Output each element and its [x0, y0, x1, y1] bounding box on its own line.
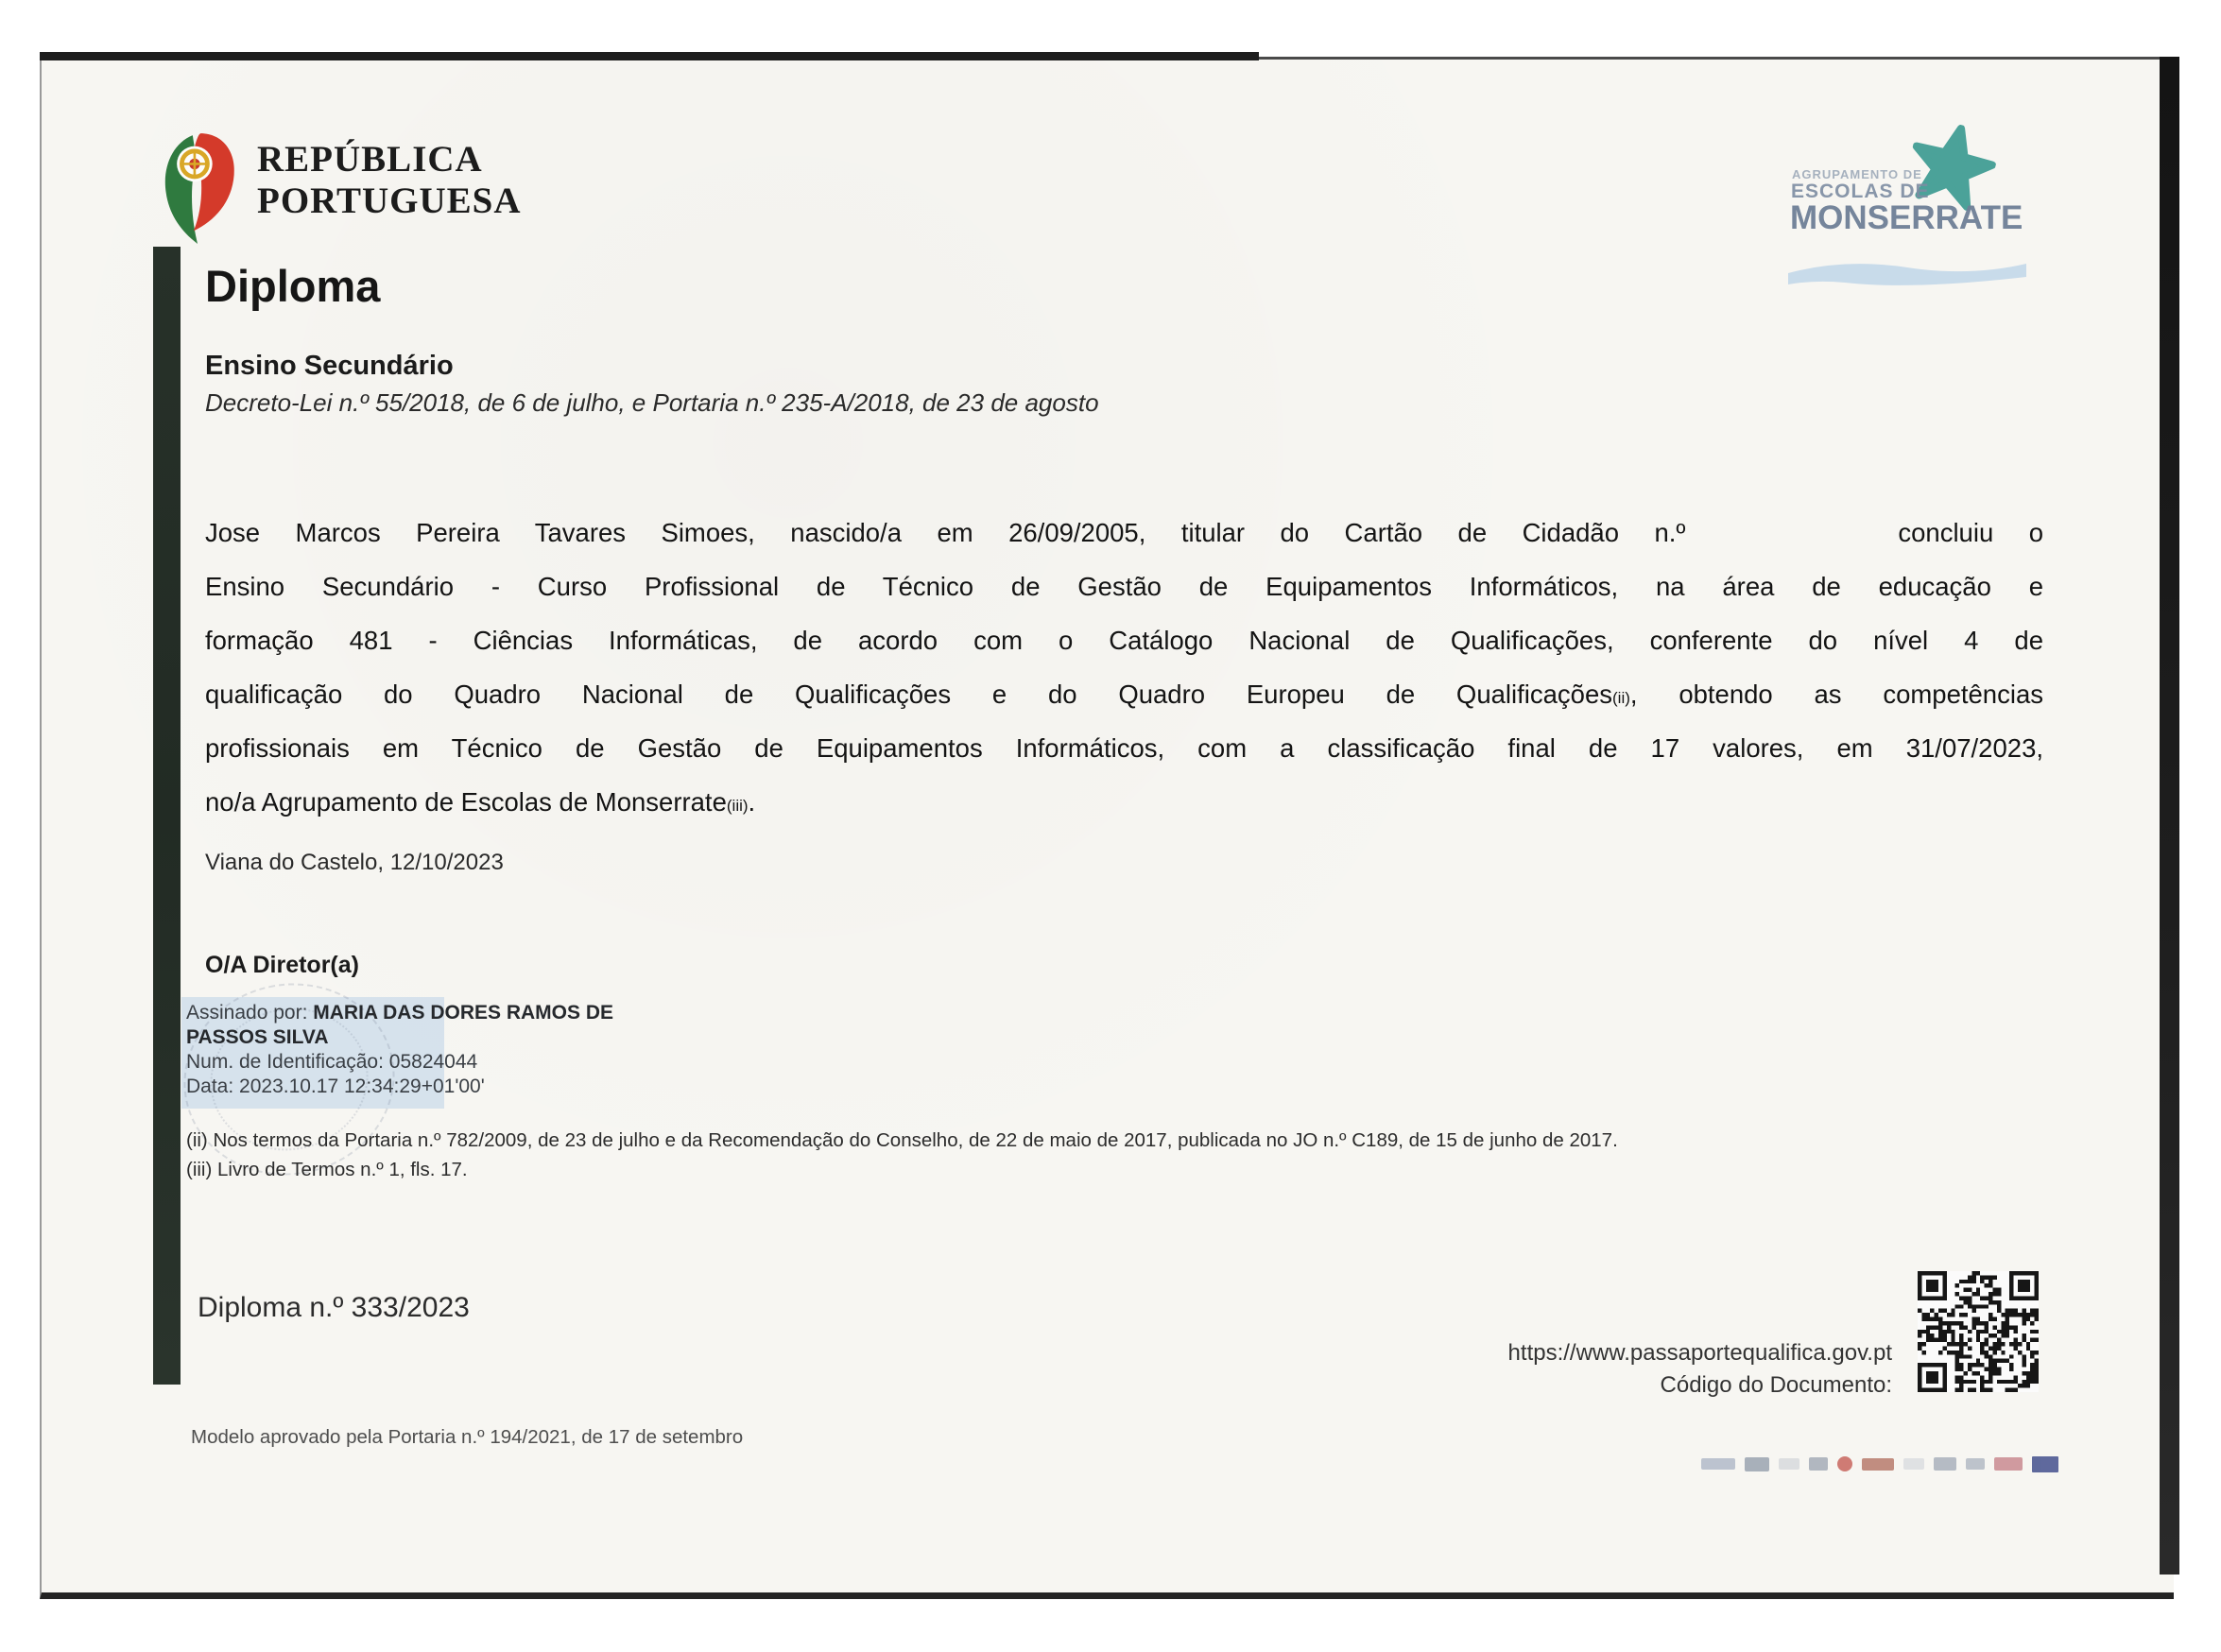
body-line-4: [205, 667, 2043, 721]
scan-right-shadow: [2160, 57, 2179, 1575]
qr-code: [1918, 1271, 2039, 1392]
footnote-iii: (iii) Livro de Termos n.º 1, fls. 17.: [186, 1159, 468, 1180]
signer-name-line1: MARIA DAS DORES RAMOS DE: [313, 1002, 614, 1024]
digital-signature: [186, 1001, 613, 1099]
partner-logo: [1837, 1456, 1852, 1471]
school-logo-line2: ESCOLAS DE: [1791, 181, 1930, 202]
partner-logo: [1966, 1458, 1985, 1470]
partner-logo: [1701, 1458, 1735, 1470]
partner-logo: [1934, 1457, 1956, 1471]
eu-flag-logo: [2032, 1456, 2058, 1472]
school-logo-line1: AGRUPAMENTO DE: [1792, 167, 1922, 181]
body-line-4-end: , obtendo as competências: [1629, 680, 2043, 709]
body-line-1-end: concluiu o: [1898, 518, 2043, 547]
body-line-6: [205, 775, 2043, 829]
portugal-2020-logo: [1994, 1457, 2023, 1471]
footnote-ref-iii: (iii): [726, 797, 749, 815]
body-line-1: [205, 506, 2043, 559]
verification-url: https://www.passaportequalifica.gov.pt: [1507, 1340, 1892, 1366]
partner-logo: [1809, 1457, 1828, 1471]
model-approval-note: Modelo aprovado pela Portaria n.º 194/2021, de 17 de setembro: [191, 1426, 744, 1448]
footnotes: [186, 1126, 1618, 1184]
education-level: Ensino Secundário: [205, 351, 454, 381]
partner-logo: [1903, 1458, 1924, 1470]
body-line-6-end: .: [748, 787, 756, 817]
republic-title: [257, 139, 522, 222]
republic-title-line2: PORTUGUESA: [257, 181, 522, 221]
portugal-republic-logo-icon: [157, 131, 236, 245]
signed-by-label: Assinado por:: [186, 1002, 308, 1024]
diploma-page: [40, 57, 2174, 1599]
body-line-5: profissionais em Técnico de Gestão de Equipamentos Informáticos, com a classificação final de 17 valores, em 31/07/2023,: [205, 733, 2043, 763]
page-title: Diploma: [205, 261, 381, 311]
signature-line-1: [186, 1001, 613, 1025]
body-line-6-text: no/a Agrupamento de Escolas de Monserrate: [205, 787, 727, 817]
diploma-body: [205, 506, 2043, 829]
partner-logo: [1779, 1458, 1799, 1470]
body-line-3: formação 481 - Ciências Informáticas, de acordo com o Catálogo Nacional de Qualificações, conferente do nível 4 de: [205, 626, 2043, 655]
wave-icon: [1788, 256, 2026, 288]
footnote-ref-ii: (ii): [1612, 689, 1630, 707]
signer-name-line2: PASSOS SILVA: [186, 1026, 329, 1048]
verification-block: [987, 1337, 1892, 1402]
body-line-2: Ensino Secundário - Curso Profissional de Técnico de Gestão de Equipamentos Informáticos, na área de educação e: [205, 572, 2043, 601]
director-label: O/A Diretor(a): [205, 952, 359, 978]
body-line-4-text: qualificação do Quadro Nacional de Qualificações e do Quadro Europeu de Qualificações: [205, 680, 1613, 709]
document-code-label: Código do Documento:: [1660, 1372, 1892, 1398]
partner-logos-strip: [1701, 1453, 2058, 1475]
school-logo: [1788, 137, 2034, 269]
signature-date: Data: 2023.10.17 12:34:29+01'00': [186, 1076, 485, 1097]
partner-logo: [1862, 1458, 1894, 1471]
scan-top-edge: [40, 52, 1259, 60]
place-and-date: Viana do Castelo, 12/10/2023: [205, 850, 504, 875]
signer-id: Num. de Identificação: 05824044: [186, 1051, 478, 1073]
republic-title-line1: REPÚBLICA: [257, 139, 483, 180]
school-logo-line3: MONSERRATE: [1790, 199, 2023, 236]
body-line-1-text: Jose Marcos Pereira Tavares Simoes, nascido/a em 26/09/2005, titular do Cartão de Cidadão n.º: [205, 518, 1686, 547]
decree-reference: Decreto-Lei n.º 55/2018, de 6 de julho, e Portaria n.º 235-A/2018, de 23 de agosto: [205, 388, 1099, 417]
partner-logo: [1745, 1457, 1769, 1471]
green-side-bar: [153, 247, 181, 1385]
diploma-number: Diploma n.º 333/2023: [198, 1292, 470, 1323]
footnote-ii: (ii) Nos termos da Portaria n.º 782/2009, de 23 de julho e da Recomendação do Conselho, de 22 de maio de 2017, publicada no JO n.º C189, de 15 de junho de 2017.: [186, 1129, 1618, 1151]
